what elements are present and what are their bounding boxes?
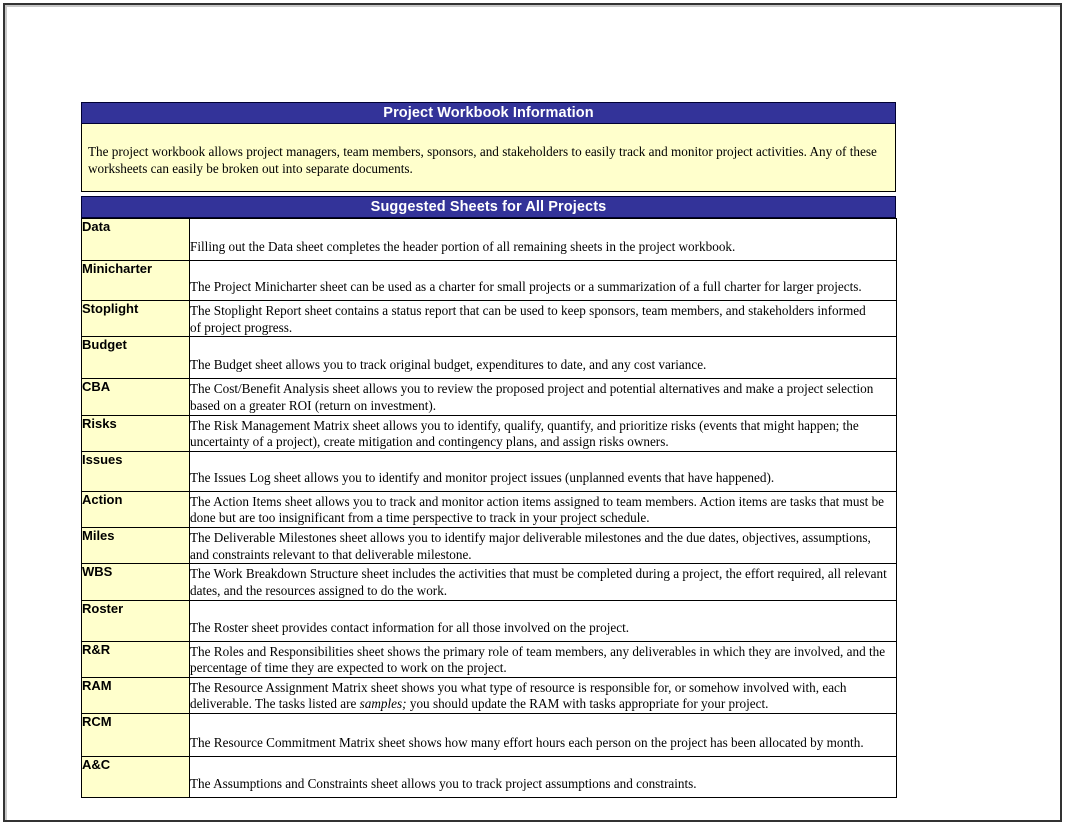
table-row [82, 528, 897, 564]
table-row [82, 641, 897, 677]
description-line: The Resource Assignment Matrix sheet shows you what type of resource is responsible for, or somehow involved with, each [190, 679, 847, 695]
description-line: deliverable. The tasks listed are samples; you should update the RAM with tasks appropriate for your project. [190, 696, 769, 712]
table-row [82, 379, 897, 415]
table-row [82, 337, 897, 379]
sheet-description-cell [190, 261, 897, 301]
suggested-sheets-table [81, 218, 897, 798]
suggested-sheets-banner: Suggested Sheets for All Projects [81, 196, 896, 218]
sheet-name-cell[interactable]: Miles [82, 528, 190, 564]
description-line: The Roster sheet provides contact information for all those involved on the project. [190, 619, 630, 635]
table-row [82, 451, 897, 491]
sheet-name-cell[interactable]: Minicharter [82, 261, 190, 301]
project-workbook-sheet [81, 102, 896, 798]
description-line: The Stoplight Report sheet contains a status report that can be used to keep sponsors, team members, and stakeholders informed [190, 303, 866, 318]
description-line: uncertainty of a project), create mitigation and contingency plans, and assign risks owners. [190, 434, 669, 450]
description-line: based on a greater ROI (return on investment). [190, 397, 437, 413]
description-line: percentage of time they are expected to work on the project. [190, 660, 507, 676]
description-line: The Action Items sheet allows you to track and monitor action items assigned to team members. Action items are tasks that must be [190, 493, 885, 509]
description-line: The Risk Management Matrix sheet allows you to identify, qualify, quantify, and prioritize risks (events that might happen; the [190, 417, 859, 433]
description-line: The Project Minicharter sheet can be used as a charter for small projects or a summarization of a full charter for larger projects. [190, 279, 862, 294]
sheet-description-cell [190, 677, 897, 713]
sheet-description-cell [190, 451, 897, 491]
description-line: of project progress. [190, 319, 293, 335]
sheet-description-cell [190, 757, 897, 798]
table-row [82, 301, 897, 337]
description-line: done but are too insignificant from a time perspective to track in your project schedule. [190, 510, 650, 526]
description-line: and constraints relevant to that deliverable milestone. [190, 546, 472, 562]
sheet-name-cell[interactable]: RCM [82, 714, 190, 757]
sheet-name-cell[interactable]: R&R [82, 641, 190, 677]
sheet-description-cell [190, 528, 897, 564]
sheet-name-cell[interactable]: Roster [82, 600, 190, 641]
table-row [82, 677, 897, 713]
sheet-name-cell[interactable]: WBS [82, 564, 190, 600]
sheet-name-cell[interactable]: CBA [82, 379, 190, 415]
sheet-name-cell[interactable]: Action [82, 491, 190, 527]
sheet-name-cell[interactable]: A&C [82, 757, 190, 798]
description-line: The Resource Commitment Matrix sheet shows how many effort hours each person on the project has been allocated by month. [190, 735, 864, 750]
description-line: dates, and the resources assigned to do the work. [190, 582, 448, 598]
sheet-name-cell[interactable]: Issues [82, 451, 190, 491]
sheet-description-cell [190, 491, 897, 527]
table-row [82, 714, 897, 757]
table-row [82, 564, 897, 600]
sheet-description-cell [190, 219, 897, 261]
description-line: The Roles and Responsibilities sheet shows the primary role of team members, any deliverables in which they are involved, and the [190, 643, 886, 659]
sheet-description-cell [190, 337, 897, 379]
table-row [82, 600, 897, 641]
sheet-name-cell[interactable]: Data [82, 219, 190, 261]
workbook-intro-text: The project workbook allows project managers, team members, sponsors, and stakeholders to easily track and monitor project activities. Any of these worksheets can easily be broken out into separate documents. [81, 124, 896, 192]
workbook-title-banner: Project Workbook Information [81, 102, 896, 124]
page-frame [3, 3, 1062, 822]
description-line: The Work Breakdown Structure sheet includes the activities that must be completed during a project, the effort required, all relevant [190, 566, 887, 582]
description-line: The Assumptions and Constraints sheet allows you to track project assumptions and constraints. [190, 776, 697, 791]
description-line: The Budget sheet allows you to track original budget, expenditures to date, and any cost variance. [190, 357, 707, 373]
sheet-description-cell [190, 301, 897, 337]
sheet-name-cell[interactable]: RAM [82, 677, 190, 713]
table-row [82, 757, 897, 798]
sheet-description-cell [190, 564, 897, 600]
table-row [82, 261, 897, 301]
sheet-name-cell[interactable]: Stoplight [82, 301, 190, 337]
description-line: Filling out the Data sheet completes the header portion of all remaining sheets in the project workbook. [190, 239, 736, 254]
description-line: The Cost/Benefit Analysis sheet allows you to review the proposed project and potential alternatives and make a project selection [190, 381, 874, 397]
sheet-description-cell [190, 641, 897, 677]
sheet-description-cell [190, 714, 897, 757]
sheet-description-cell [190, 379, 897, 415]
sheet-name-cell[interactable]: Budget [82, 337, 190, 379]
sheet-description-cell [190, 415, 897, 451]
table-row [82, 219, 897, 261]
sheet-description-cell [190, 600, 897, 641]
description-line: The Issues Log sheet allows you to identify and monitor project issues (unplanned events that have happened). [190, 469, 775, 485]
table-row [82, 415, 897, 451]
sheet-name-cell[interactable]: Risks [82, 415, 190, 451]
table-row [82, 491, 897, 527]
description-line: The Deliverable Milestones sheet allows you to identify major deliverable milestones and the due dates, objectives, assumptions, [190, 530, 871, 545]
